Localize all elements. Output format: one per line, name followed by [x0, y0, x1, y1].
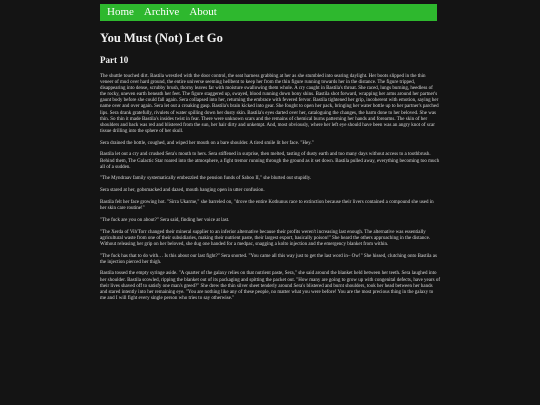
story-paragraph: Sera stared at her, gobsmacked and dazed, mouth hanging open in utter confusion.: [100, 188, 265, 194]
nav-home-link[interactable]: Home: [107, 6, 134, 18]
nav-archive-link[interactable]: Archive: [143, 6, 180, 18]
story-paragraph: Sera drained the bottle, coughed, and wiped her mouth on a bare shoulder. A tired smile lit her face. "Hey.": [100, 140, 314, 146]
story-paragraph: The shuttle touched dirt. Bastila wrestled with the door control, the seat harness grabbing at her as she stumbled into searing daylight. Her boots slipped in the thin veneer of mud over hard ground, the entire universe seeming hellbent to keep her from the thin figure running towards her in the distance. The figure tripped, disappearing into dense, scrubby brush, thorny leaves far with moisture swallowing them whole. A cry caught in Bastila's throat. She raced, lungs burning, heedless of the rocky, uneven earth beneath her feet. The figure staggered up, swayed, blood running down bony shins. Bastila shot forward, wrapping her arms around her partner's gaunt body before she could fall again. Sera collapsed into her, returning the embrace with fevered fervor. Bastila tightened her grip, incoherent with emotion, saying her name over and over again. Sera let out a croaking gasp. Bastila's brain kicked into gear. She fought to open her pack, bringing her water bottle up to her partner's parched lips. Sera drank gratefully, rivulets of water spilling down her dusty skin. Bastila's eyes darted over her, cataloguing the changes, the harm done to her beloved. She was thin. So thin it made Bastila's insides twist in fear. There were unknown scars and the remains of chemical burns patterning her hands and forearms. The skin of her shoulders and back was red and blistered from the sun, her hair dirty and unkempt. And, most obviously, where her left eye should have been was an angry knot of scar tissue drilling into the sphere of her skull.: [100, 74, 439, 134]
story-paragraph: "The Xerda of Vih'Torr changed their mineral supplier to an inferior alternative because their profits weren't increasing last enough. The alternative was essentially agricultural waste from one of their subsidiaries, making their nutrient paste, their largest export, basically poison!" She heard the others approaching in the distance. Without releasing her grip on her beloved, she dug one handed for a medpac, snagging a kolto injection and the emergency blanket from within.: [100, 229, 431, 247]
story-paragraph: Bastila let out a cry and crushed Sera's mouth to hers. Sera stiffened in surprise, then melted, tasting of dusty earth and too many days without access to a toothbrush. Behind them, The Galactic Star roared into the atmosphere, a fight tremor running through the ground as it set down. Bastila pulled away, everything becoming too much all of a sudden.: [100, 152, 440, 170]
top-nav: [100, 4, 437, 21]
story-paragraph: Bastila tossed the empty syringe aside. "A quarter of the galaxy relies on that nutrient paste, Sera," she said around the blanket held between her teeth. Sera laughed into her shoulder. Bastila scowled, ripping the blanket out of its packaging and spitting the packet out. "How many are going to grow up with congenital defects, have years of their lives shaved off to satisfy one man's greed?" She drew the thin silver sheet tenderly around Sera's blistered and burnt shoulders, took her head between her hands and stared intently into her remaining eye. "You are nothing like any of these people, no matter what you were before! You are the most precious thing in the galaxy to me and I will fight every single person who tries to say otherwise.": [100, 271, 441, 301]
story-content: [100, 30, 440, 308]
story-paragraph: "The fuck are you on about?" Sera said, finding her voice at last.: [100, 217, 230, 223]
story-paragraph: Bastila felt her face growing hot. "Sirra Ukarme," she barreled on, "drove the entire Kothunus race to extinction because their livers contained a compound she used in her skin care routine!": [100, 199, 434, 212]
story-title: You Must (Not) Let Go: [100, 31, 223, 45]
story-body: [100, 74, 440, 302]
story-paragraph: "The fuck has that to do with… Is this about our last fight?" Sera snorted. "You came all this way just to get the last word in– Ow!" She hissed, clutching onto Bastila as the injection pierced her thigh.: [100, 253, 437, 265]
story-paragraph: "The Myndraav family systematically embezzled the pension funds of Saboo II," she blurted out stupidly.: [100, 176, 312, 182]
nav-about-link[interactable]: About: [189, 6, 217, 18]
part-title: Part 10: [100, 55, 129, 65]
